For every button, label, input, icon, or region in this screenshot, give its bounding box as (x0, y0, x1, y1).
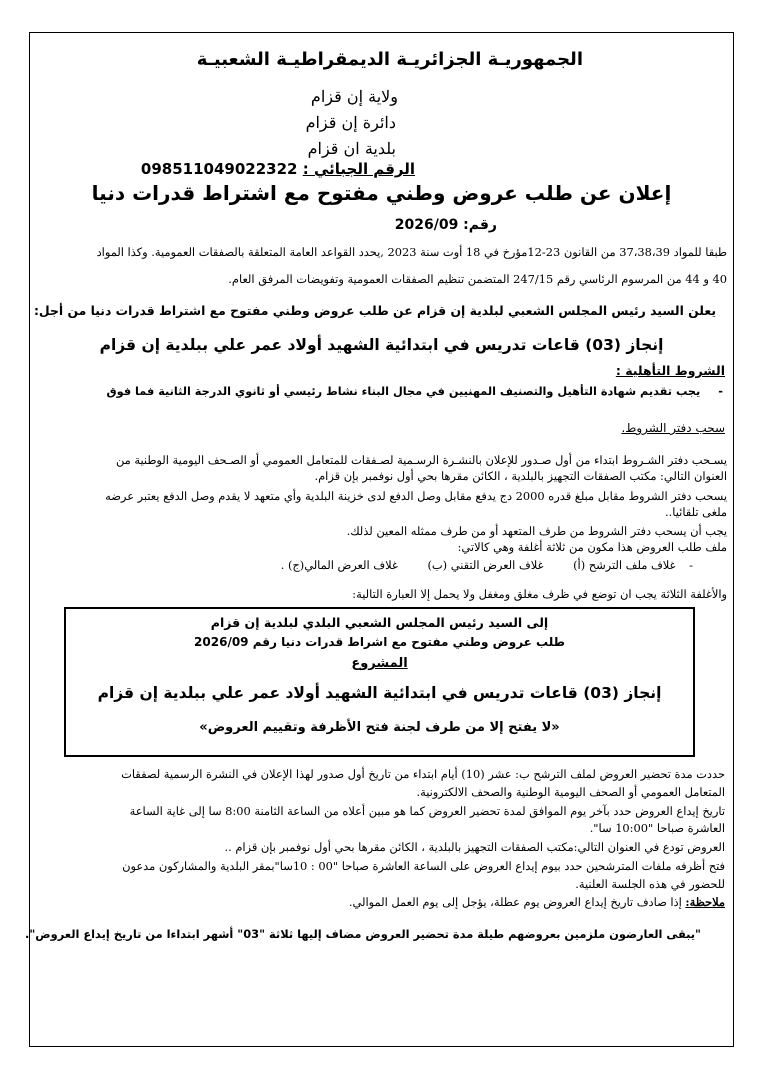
bullet-dash: - (718, 385, 723, 398)
timeline-l1: حددت مدة تحضير العروض لملف الترشح ب: عشر (10) أيام ابتداء من تاريخ أول صدور لهذا الإعلان في النشرة الرسمية لصفقات (121, 767, 725, 781)
withdrawal-p1-l2: العنوان التالي: مكتب الصفقات التجهيز بالبلدية ، الكائن مقرها بحي أول نوفمبر بإن قزام. (314, 469, 727, 483)
box-project-label: المشروع (351, 656, 408, 671)
announcement-number: رقم: 2026/09 (394, 217, 497, 233)
legal-line-1: طبقا للمواد 37،38،39 من القانون 23-12مؤرخ في 18 أوت سنة 2023 ,يحدد القواعد العامة المتعلقة بالصفقات العمومية. وكذا المواد (96, 245, 727, 259)
timeline-l7: للحضور في هذه الجلسة العلنية. (575, 877, 725, 891)
box-project: إنجاز (03) قاعات تدريس في ابتدائية الشهيد أولاد عمر علي ببلدية إن قزام (97, 684, 662, 702)
box-note: «لا يفتح إلا من طرف لجنة فتح الأظرفة وتقييم العروض» (199, 720, 560, 735)
offer-validity: "يبقى العارضون ملزمين بعروضهم طيلة مدة تحضير العروض مضاف إليها ثلاثة "03" أشهر ابتداءا من تاريخ إيداع العروض". (25, 927, 701, 941)
note-text: إذا صادف تاريخ إيداع العروض يوم عطلة، يؤجل إلى يوم العمل الموالي. (348, 895, 686, 909)
timeline-note (30, 895, 725, 910)
baladiya-line: بلدية ان قزام (307, 139, 396, 158)
envelope-label-box (64, 607, 695, 757)
withdrawal-p3: يجب أن يسحب دفتر الشروط من طرف المتعهد أو من طرف ممثله المعين لذلك. (346, 524, 727, 538)
timeline-l3: تاريخ إيداع العروض حدد بآخر يوم الموافق لمدة تحضير العروض كما هو مبين أعلاه من الساعة الثامنة 8:00 سا إلى غاية الساعة (129, 804, 725, 818)
tax-id (141, 160, 415, 178)
withdrawal-p4: ملف طلب العروض هذا مكون من ثلاثة أغلفة وهي كالاتي: (457, 540, 727, 554)
envelope-b: غلاف العرض التقني (ب) (427, 558, 544, 572)
withdrawal-p5: والأغلفة الثلاثة يجب ان توضع في ظرف مغلق ومغفل ولا يحمل إلا العبارة التالية: (352, 587, 727, 601)
tax-id-label: الرقم الجبائي : (302, 160, 415, 178)
legal-line-2: 40 و 44 من المرسوم الرئاسي رقم 247/15 المتضمن تنظيم الصفقات العمومية وتفويضات المرفق العام. (228, 272, 727, 286)
note-label: ملاحظة: (685, 895, 725, 909)
box-subject: طلب عروض وطني مفتوح مع اشراط قدرات دنيا رقم 2026/09 (194, 635, 565, 649)
timeline-l6: فتح أظرفه ملفات المترشحين حدد بيوم إيداع العروض على الساعة العاشرة صباحا "00 : 10سا"بمقر البلدية والمشاركون مدعون (122, 859, 725, 873)
wilaya-line: ولاية إن قزام (310, 87, 398, 106)
withdrawal-p1-l1: يسـحب دفتر الشـروط ابتداء من أول صـدور للإعلان بالنشـرة الرسـمية لصـفقات للمتعامل العمومي أو الصـحف اليومية الوطنية من (115, 453, 727, 467)
document-page (25, 32, 734, 1047)
timeline-l2: المتعامل العمومي أو الصحف اليومية الوطنية والصحف الالكترونية. (416, 785, 725, 799)
envelope-list (281, 558, 693, 573)
timeline-l4: العاشرة صباحا "10:00 سا". (589, 821, 725, 835)
republic-title: الجمهوريـة الجزائريـة الديمقراطيـة الشعبيـة (196, 49, 583, 70)
qualifications-bullet (30, 385, 723, 398)
withdrawal-heading: سحب دفتر الشروط. (621, 421, 725, 435)
qualifications-heading: الشروط التأهلية : (615, 363, 725, 378)
project-title: إنجاز (03) قاعات تدريس في ابتدائية الشهيد أولاد عمر علي ببلدية إن قزام (99, 336, 664, 354)
envelope-dash: - (689, 558, 693, 572)
qualifications-bullet-text: يجب تقديم شهادة التأهيل والتصنيف المهنيين في مجال البناء نشاط رئيسي أو ثانوي الدرجة الثانية فما فوق (106, 385, 701, 398)
withdrawal-p2-l2: ملغى تلقائيا.. (665, 505, 727, 519)
daira-line: دائرة إن قزام (305, 113, 396, 132)
box-addressee: إلى السيد رئيس المجلس الشعبي البلدي لبلدية إن قزام (210, 615, 549, 630)
withdrawal-p2-l1: يسحب دفتر الشروط مقابل مبلغ قدره 2000 دج يدفع مقابل وصل الدفع لدى خزينة البلدية وأي متعهد لا يقدم وصل الدفع يعتبر عرضه (105, 489, 727, 503)
announcement-intro: يعلن السيد رئيس المجلس الشعبي لبلدية إن قزام عن طلب عروض وطني مفتوح مع اشتراط قدرات دنيا من أجل: (33, 303, 716, 318)
tax-id-value: 098511049022322 (140, 160, 298, 178)
timeline-l5: العروض تودع في العنوان التالي:مكتب الصفقات التجهيز بالبلدية ، الكائن مقرها بحي أول نوفمبر بإن قزام .. (224, 840, 725, 854)
announcement-title: إعلان عن طلب عروض وطني مفتوح مع اشتراط قدرات دنيا (91, 181, 672, 205)
envelope-c: غلاف العرض المالي(ج) . (280, 558, 398, 572)
envelope-a: غلاف ملف الترشح (أ) (573, 558, 676, 572)
